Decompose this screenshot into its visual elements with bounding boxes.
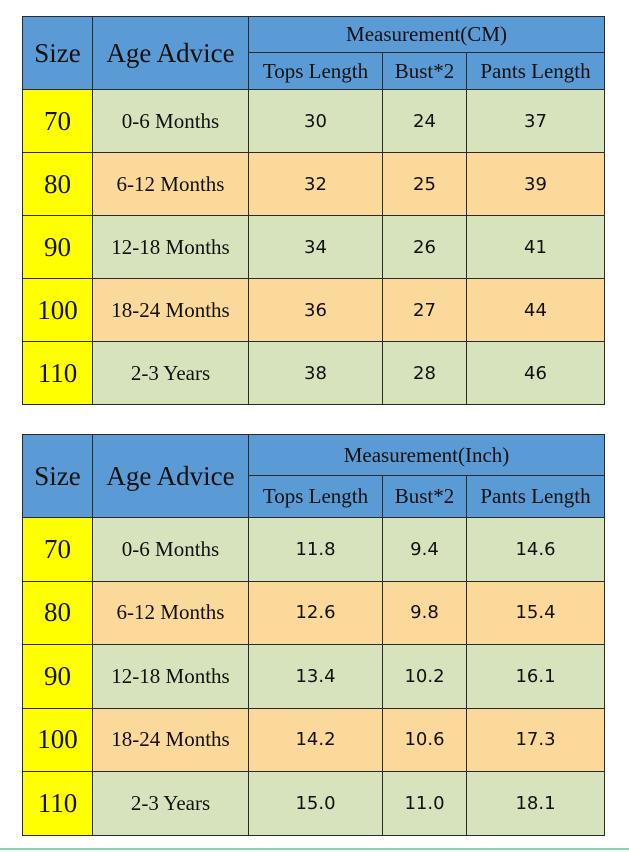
tops-length-cell: 36	[249, 279, 383, 342]
table-row	[23, 772, 605, 836]
size-cell: 90	[23, 216, 93, 279]
pants-length-cell: 16.1	[467, 645, 605, 709]
table-row	[23, 216, 605, 279]
bust-cell: 26	[383, 216, 467, 279]
table-row	[23, 581, 605, 645]
age-advice-header: Age Advice	[93, 17, 249, 90]
pants-length-cell: 15.4	[467, 581, 605, 645]
pants-length-cell: 39	[467, 153, 605, 216]
size-cell: 110	[23, 342, 93, 405]
size-chart-cm	[22, 16, 605, 405]
tops-length-cell: 30	[249, 90, 383, 153]
pants-length-cell: 14.6	[467, 518, 605, 582]
size-cell: 110	[23, 772, 93, 836]
bust-header: Bust*2	[383, 53, 467, 90]
size-chart-inch	[22, 434, 605, 836]
size-cell: 80	[23, 581, 93, 645]
tops-length-header: Tops Length	[249, 53, 383, 90]
bust-cell: 10.6	[383, 708, 467, 772]
tops-length-cell: 32	[249, 153, 383, 216]
pants-length-header: Pants Length	[467, 476, 605, 518]
header-row	[23, 435, 605, 476]
bust-cell: 24	[383, 90, 467, 153]
size-header: Size	[23, 435, 93, 518]
pants-length-cell: 18.1	[467, 772, 605, 836]
tops-length-cell: 11.8	[249, 518, 383, 582]
bust-cell: 27	[383, 279, 467, 342]
table-row	[23, 279, 605, 342]
size-cell: 70	[23, 90, 93, 153]
bust-cell: 10.2	[383, 645, 467, 709]
tops-length-cell: 12.6	[249, 581, 383, 645]
tops-length-cell: 14.2	[249, 708, 383, 772]
table-row	[23, 342, 605, 405]
size-cell: 100	[23, 708, 93, 772]
tops-length-cell: 38	[249, 342, 383, 405]
age-cell: 2-3 Years	[93, 342, 249, 405]
table-row	[23, 90, 605, 153]
pants-length-cell: 44	[467, 279, 605, 342]
tops-length-cell: 13.4	[249, 645, 383, 709]
bust-cell: 9.4	[383, 518, 467, 582]
size-cell: 80	[23, 153, 93, 216]
tops-length-cell: 15.0	[249, 772, 383, 836]
age-cell: 0-6 Months	[93, 518, 249, 582]
size-cell: 100	[23, 279, 93, 342]
size-cell: 70	[23, 518, 93, 582]
bust-cell: 9.8	[383, 581, 467, 645]
age-cell: 18-24 Months	[93, 708, 249, 772]
table-row	[23, 518, 605, 582]
age-cell: 6-12 Months	[93, 581, 249, 645]
tops-length-cell: 34	[249, 216, 383, 279]
age-cell: 6-12 Months	[93, 153, 249, 216]
header-row	[23, 17, 605, 53]
age-cell: 0-6 Months	[93, 90, 249, 153]
bottom-divider	[0, 848, 629, 850]
pants-length-cell: 17.3	[467, 708, 605, 772]
pants-length-cell: 41	[467, 216, 605, 279]
table-row	[23, 153, 605, 216]
size-header: Size	[23, 17, 93, 90]
measurement-header: Measurement(Inch)	[249, 435, 605, 476]
bust-header: Bust*2	[383, 476, 467, 518]
pants-length-cell: 46	[467, 342, 605, 405]
pants-length-cell: 37	[467, 90, 605, 153]
bust-cell: 11.0	[383, 772, 467, 836]
age-cell: 2-3 Years	[93, 772, 249, 836]
measurement-header: Measurement(CM)	[249, 17, 605, 53]
age-advice-header: Age Advice	[93, 435, 249, 518]
pants-length-header: Pants Length	[467, 53, 605, 90]
table-row	[23, 708, 605, 772]
age-cell: 12-18 Months	[93, 645, 249, 709]
bust-cell: 25	[383, 153, 467, 216]
size-cell: 90	[23, 645, 93, 709]
age-cell: 18-24 Months	[93, 279, 249, 342]
bust-cell: 28	[383, 342, 467, 405]
tops-length-header: Tops Length	[249, 476, 383, 518]
age-cell: 12-18 Months	[93, 216, 249, 279]
table-row	[23, 645, 605, 709]
